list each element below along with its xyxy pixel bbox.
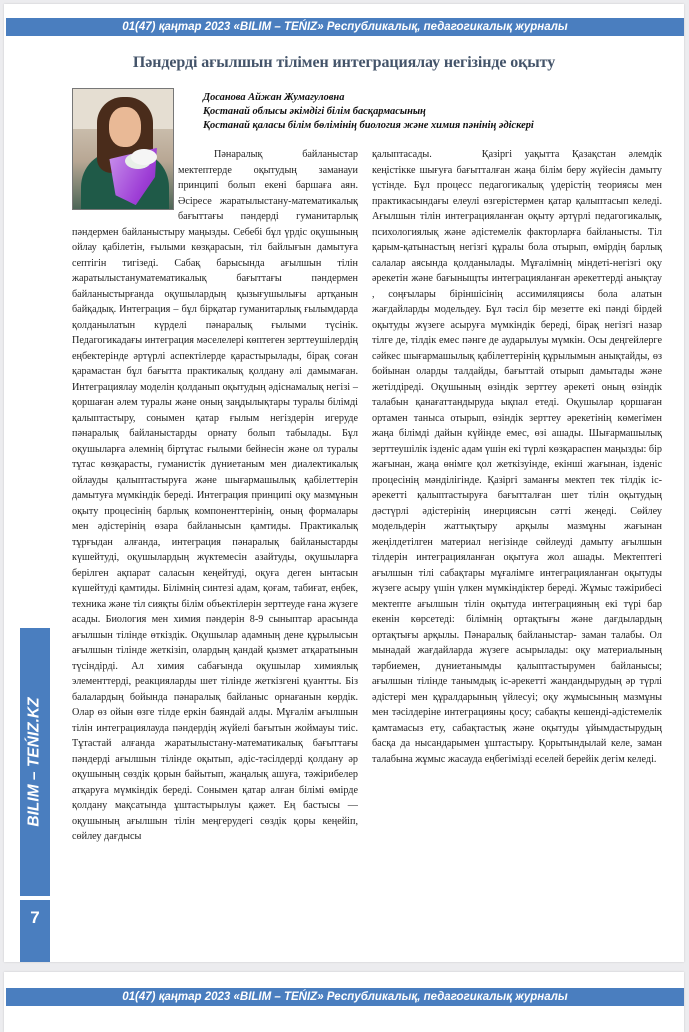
right-column-text: қалыптасады. Қазіргі уақытта Қазақстан әлемдік кеңістікке шығуға бағытталған жаңа білім беру жүйесін дамыту үстінде. Бұл процесс педагогикалық үдерістің теориясы мен практикасындағы елеулі өзгерістермен қатар қалыптасып келеді. Ағылшын тілін интеграцияланған оқыту әртүрлі педагогикалық, психологиялық және әдістемелік факторларға байланысты. Тіл қарым-қатынастың негізгі құралы бола отырып, өмірдің барлық салалар аясында қолданылады. Мұғалімнің міндеті-негізгі оқу әрекетін және бағыныщты интеграцияланған әрекеттерді анықтау , соңғылары біріншісінің ассимиляциясы бола алатын жағдайларды модельдеу. Бұл тәсіл бір мезетте екі пәнді бірдей оқытуды жүзеге асыруға мүмкіндік береді, бірақ негізгі назар тілге де, тілдік емес пәнге де аударылуы мүмкін. Осы деңгейлерге сәйкес шығармашылық қабілеттерінің құрылымын анықтайды, өз бойынан оларды талдайды, бағыттай отырып дамытады және жетілдіреді. Оқушының өзіндік зерттеу әрекеті оның өзіндік талабын қанағаттандыруда ықпал етеді. Оқушылар қоршаған ортамен таныса отырып, өзіндік зерттеу әрекетінің көмегімен жаңа білімді дайын күйінде емес, өзі ашады. Шығармашылық зерттеушілік ізденіс адам үшін екі түрлі көзқараспен маңызды: бір жағынан, жаңа өнімге қол жеткізуінде, екінші жағынан, ізденіс процесінің мәнділігінде. Қазіргі заманғы мектеп тек тілдік іс-әрекетті қалыптастыруға бағытталған шет тілін оқытудың дәстүрлі әдістерінің инерциясын сәтті жеңеді. Сөйлеу модельдерін жаттықтыру арқылы мазмұны жағынан жеңілдетілген материал негізінде сөйлеуді дамыту ағылшын тілдерін интеграцияланған оқытуға жол ашады. Мектептегі ағылшын тілі сабақтары мұғалімге интеграцияланған оқытуды жүзеге асыру үшін үлкен мүмкіндіктер береді. Жұмыс тәжірибесі мектепте ағылшын тілін оқытуда интеграцияның екі түрі бар екенін көрсетеді: білімнің ортақтығы және дағдылардың ортақтығы арқылы. Пәнаралық байланыстар- заман талабы. Ол мынадай жағдайларда жүзеге асырылады: оқу материалының тәрбиемен, дүниетанымды қалыптастырумен байланысы; ағылшын тілінде танымдық іс-әрекетті жандандырудың әр түрлі әдістері мен құралдарының үйлесуі; оқу жұмысының мазмұны мен тәсілдеріне интеграцияны қосу; сабақты кешенді-әдістемелік қамтамасыз ету, сабақтастық және оқытуды ұйымдастырудың басқа да нысандарымен ұштастыру. Қорытындылай келе, заман талабына жұмыс жасауда еңбегімізді еселей берейік дегім келеді. bbox=[372, 149, 662, 765]
article-title: Пәндерді ағылшын тілімен интеграциялау негізінде оқыту bbox=[132, 54, 556, 71]
author-block bbox=[203, 91, 534, 133]
journal-page-7 bbox=[4, 4, 684, 962]
left-column-text: Пәнаралық байланыстар мектептерде оқытудың заманауи принципі болып екені баршаға аян. Әсіресе жаратылыстану-математикалық бағыттағы пәндерді гуманитарлық пәндермен байланыстыру маңызды. Себебі бұл үрдіс оқушының ойлау қабілетін, ғылыми көзқарасын, тіл байлығын дамытуға септігін тигізеді. Сабақ барысында ағылшын тілін жаратылыстануматематикалық бағыттағы пәндермен байланыстырғанда оқушылардың қызығушылығы артқанын байқадық. Интеграция – бұл бірқатар гуманитарлық ғылымдарда қолданылатын күрделі пәнаралық ғылыми түсінік. Педагогикадағы интеграция мәселелері көптеген зерттеушілердің еңбектерінде әртүрлі аспектілерде қарастырылады, бірақ соған қарамастан бұл бағытта практикалық қолдану әлі дамымаған. Интеграциялау моделін қолданып оқытудың әдіснамалық негізі – қоршаған әлем туралы және оның заңдылықтары туралы білімді қалыптастыру, сонымен қатар ғылым негіздерін игеруде пәнаралық байланыстарды орнату болып табылады. Бұл оқушыларға әлемнің біртұтас ғылыми бейнесін және ол туралы тұтас көзқарасты, гуманистік дүниетаным мен диалектикалық ойлауды қалыптастыруға және шығармашылық қабілеттерін дамытуға мүмкіндік береді. Интеграция принципі оқу мазмұнын оқыту процесінің барлық компоненттерінің, оның формалары мен әдістерінің өзара байланысын қамтиды. Практикалық тұрғыдан алғанда, интеграция пәнаралық байланыстарды күшейтуді, оқушылардың жүктемесін азайтуды, оқушыларға берілген ақпарат саласын кеңейтуді, оқуға деген ынтасын күшейтуді қамтиды. Білімнің синтезі адам, қоғам, табиғат, еңбек, техника және тіл сияқты білім объектілерін зерттеуде ғана жүзеге асады. Биология мен химия пәндерін 8-9 сыныптар арасында ағылшын тілінде өткіздік. Оқушылар адамның дене құрылысын ағылшын тілінде жеткізіп, олардың қандай қызмет атқаратынын түсіндірді. Ал химия сабағында оқушылар химиялық элементтерді, реакцияларды шет тілінде жеткізгені қуантты. Біз балалардың бойында пәнаралық байланыс орнағанын көрдік. Олар өз ойын өзге тілде еркін баяндай алды. Мұғалім ағылшын тілін интеграциялауда пәндердің жүйелі бағытын жоймауы тиіс. Тұтастай алғанда жаратылыстану-математикалық бағыттағы пәндерді ағылшын тілінде оқытып, әдіс-тәсілдерді қолдану әр оқушының сөздік қорын байытып, жаңалық ашуға, тәжірибелер атқаруға мүмкіндік береді. Сонымен қатар алған білімі өмірде қолдану мақсатында ұштастырылуы қажет. Ең бастысы — оқушының ағылшын тілін меңгерудегі сөздік қоры кеңейіп, сөйлеу дағдысы bbox=[72, 149, 358, 842]
page-number: 7 bbox=[20, 900, 50, 962]
photo-wrap-spacer bbox=[72, 147, 178, 224]
sidebar-site-label: BILIM – TEŃIZ.KZ bbox=[26, 697, 44, 827]
article-left-column bbox=[72, 147, 358, 845]
issue-header-bar: 01(47) қаңтар 2023 «BILIM – TEŃIZ» Республикалық, педагогикалық журналы bbox=[6, 18, 684, 36]
author-name: Досанова Айжан Жумагуловна bbox=[203, 92, 345, 103]
journal-page-next bbox=[4, 972, 684, 1032]
author-affiliation-2: Қостанай қаласы білім бөлімінің биология және химия пәнінің әдіскері bbox=[203, 120, 534, 131]
article-right-column bbox=[372, 147, 662, 767]
author-affiliation-1: Қостанай облысы әкімдігі білім басқармасының bbox=[203, 106, 426, 117]
next-page-header-bar: 01(47) қаңтар 2023 «BILIM – TEŃIZ» Республикалық, педагогикалық журналы bbox=[6, 988, 684, 1006]
